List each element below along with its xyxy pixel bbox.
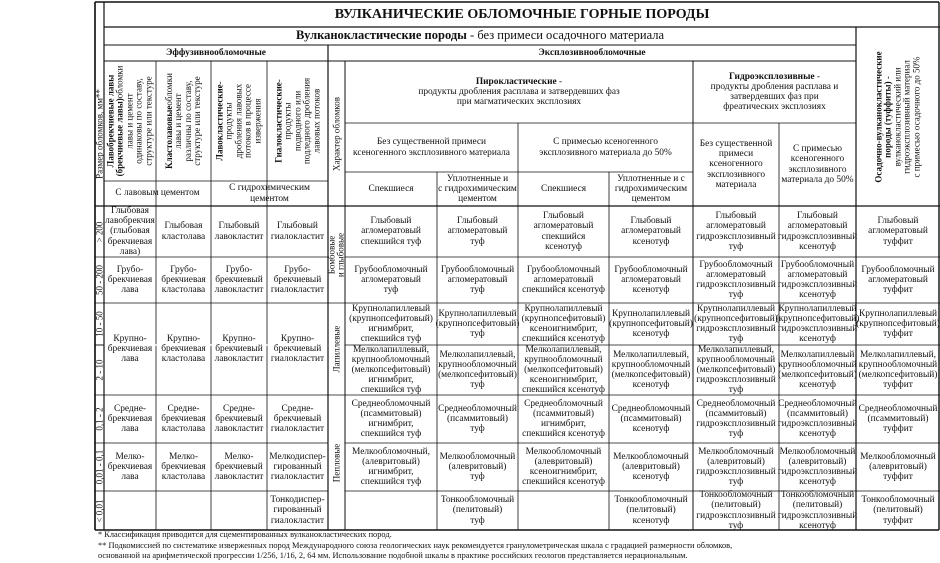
hydro-tuff-row-2: Грубообломочный агломератовый гидроэксплозивный туф [696, 259, 776, 301]
effusive-c4-row-1: Глыбовый гиалокластит [270, 221, 325, 242]
size-label-4 [95, 345, 104, 395]
effusive-c1-row-1: Глыбовая лавобрекчия (глыбовая брекчиевая лава) [105, 206, 155, 257]
xenotuff-row-5: Среднеобломочный (псаммитовый) ксенотуф [611, 403, 691, 435]
welded-xenotuff-row-1: Глыбовый агломератовый спекшийся ксенотуф [533, 211, 594, 252]
sedimentary-header-title: Осадочно-вулканокластические породы (туффиты) [873, 50, 893, 183]
effusive-col-1 [104, 61, 156, 181]
tuff-row-3: Крупнолапиллевый (крупнопсефитовый) туф [435, 308, 520, 340]
effusive-col-4-title: Гиалокластические [272, 82, 283, 163]
welded-tuff-row-1: Глыбовый агломератовый спекшийся туф [360, 216, 422, 247]
footnote-2: ** Подкомиссией по систематике изверженных пород Международного союза геологических наук рекомендуется гранулометрическая шкала с градацией размерности обломков, [98, 541, 733, 550]
welded-tuff-row-6: Мелкообломочный, (алевритовый) игнимбрит, спекшийся туф [352, 446, 430, 488]
effusive-c3-row-5: Мелко- брекчиевый лавокластит [214, 451, 264, 483]
welded-xenotuff-row-3: Крупнолапиллевый (крупнопсефитовый) ксеноигнимбрит, спекшийся ксенотуф [521, 303, 606, 345]
hydroexplosive-header-title: Гидроэксплозивные [728, 71, 815, 82]
tuff-row-2: Грубообломочный агломератовый туф [440, 264, 515, 296]
volcanoclastic-header-title: Вулканокластические породы [295, 28, 467, 43]
effusive-c1-row-5: Мелко- брекчиевая лава [107, 451, 153, 483]
size-label-1-text: > 200 [93, 221, 104, 242]
fragment-header-text: Характер обломков [330, 96, 341, 171]
sedimentary-header-text: - вулканокластический или гидроэксплозивный материал с примесью осадочного до 50% [882, 56, 922, 177]
size-header-text: Размер обломков, мм** [93, 88, 104, 179]
tuffite-row-3: Крупнолапиллевый (крупнопсефитовый) туффит [856, 308, 940, 340]
hydro-xenotuff-row-3: Крупнолапиллевый (крупнопсефитовый) гидроэксплозивный ксенотуф [775, 303, 860, 345]
effusive-c4-row-2: Грубо- брекчиевый гиалокластит [270, 264, 325, 296]
pyro-subheader-1: Спекшиеся [368, 183, 414, 194]
size-label-6-text: 0,01 - 0,1 [93, 449, 104, 485]
tuffite-row-7: Тонкообломочный (пелитовый) туффит [861, 495, 935, 526]
pyro-no-xeno-header: Без существенной примеси ксеногенного эксплозивного материала [353, 137, 510, 158]
effusive-c3-row-1: Глыбовый лавокластит [214, 221, 264, 242]
hydro-tuff-row-6: Мелкообломочный (алевритовый) гидроэксплозивный туф [696, 446, 776, 488]
effusive-c3-row-3: Крупно- брекчиевый лавокластит [214, 333, 264, 365]
tuffite-row-5: Среднеобломочный (псаммитовый) туффит [858, 403, 938, 435]
effusive-c4-row-5: Мелкодиспер- гированный гиалокластит [269, 451, 326, 483]
hydro-xenotuff-row-7: Тонкообломочный (пелитовый) гидроэксплозивный ксенотуф [777, 490, 858, 531]
effusive-col-2 [156, 61, 211, 181]
sedimentary-header [856, 27, 940, 206]
effusive-col-3-title: Лавокластические [214, 84, 225, 161]
pyro-subheader-3: Спекшиеся [540, 183, 587, 194]
pyro-xeno-header: С примесью ксеногенного эксплозивного материала до 50% [539, 137, 672, 158]
size-label-1 [95, 206, 104, 257]
tuff-row-6: Мелкообломочный (алевритовый) туф [439, 451, 516, 483]
fragment-lapilli [328, 303, 345, 395]
tuff-row-4: Мелколапиллевый, крупнообломочный (мелкопсефитовый) туф [438, 349, 517, 391]
size-label-3 [95, 303, 104, 345]
welded-tuff-row-2: Грубообломочный агломератовый туф [354, 264, 428, 296]
fragment-bomb-text: Бомбовые и глыбовые [326, 232, 346, 277]
hydro-xeno-header: С примесью ксеногенного эксплозивного материала до 50% [781, 144, 854, 185]
pyro-subheader-2: Уплотненные и с гидрохимическим цементом [438, 173, 517, 205]
hydro-cement-header: С гидрохимическим цементом [229, 183, 310, 204]
volcanoclastic-header [104, 27, 856, 45]
tuff-row-5: Среднеобломочный (псаммитовый) туф [438, 403, 517, 435]
tuff-row-1: Глыбовый агломератовый туф [447, 216, 508, 247]
xenotuff-row-1: Глыбовый агломератовый ксенотуф [621, 216, 681, 247]
size-label-5 [95, 395, 104, 443]
welded-xenotuff-row-5: Среднеобломочный (псаммитовый) игнимбрит, спекшийся ксенотуф [522, 398, 605, 440]
hydro-tuff-row-3: Крупнолапиллевый (крупнопсефитовый) гидроэксплозивный туф [694, 303, 778, 345]
effusive-c1-row-3: Крупно- брекчиевая лава [107, 333, 153, 365]
size-label-2-text: 50 - 200 [93, 265, 104, 295]
xenotuff-row-4: Мелколапиллевый, крупнообломочный (мелкопсефитовый) ксенотуф [611, 349, 691, 391]
xenotuff-row-6: Мелкообломочный (алевритовый) ксенотуф [613, 451, 689, 483]
welded-tuff-row-3: Крупнолапиллевый (крупнопсефитовый) игнимбрит, спекшийся туф [349, 303, 433, 345]
size-label-7 [95, 491, 104, 530]
volcanoclastic-header-text: - без примеси осадочного материала [466, 28, 665, 43]
welded-xenotuff-row-4: Мелколапиллевый, крупнообломочный (мелкопсефитовый) ксеноигнимбрит, спекшийся ксенотуф [522, 344, 605, 396]
effusive-col-4 [267, 61, 328, 181]
hydro-tuff-row-1: Глыбовый агломератовый гидроэксплозивный туф [696, 211, 776, 252]
pyroclastic-header-title: Пирокластические [475, 76, 557, 87]
size-label-4-text: 2 - 10 [93, 359, 104, 381]
fragment-ash-text: Пепловые [330, 443, 341, 482]
effusive-c4-row-6: Тонкодиспер- гированный гиалокластит [270, 495, 325, 526]
effusive-c3-row-2: Грубо- брекчиевый лавокластит [214, 264, 264, 296]
size-label-5-text: 0,1 - 2 [93, 407, 104, 431]
effusive-col-2-title: Кластолавовые [163, 105, 174, 169]
hydro-tuff-row-7: Тонкообломочный (пелитовый) гидроэксплозивный туф [696, 490, 776, 531]
fragment-lapilli-text: Лапиллевые [330, 325, 341, 373]
size-label-7-text: < 0,01 [93, 498, 104, 523]
page-title: ВУЛКАНИЧЕСКИЕ ОБЛОМОЧНЫЕ ГОРНЫЕ ПОРОДЫ [334, 7, 710, 23]
fragment-ash [328, 395, 345, 530]
pyroclastic-header-text: - продукты дробления расплава и затвердевших фаз при магматических эксплозиях [418, 76, 620, 108]
welded-tuff-row-4: Мелколапиллевый, крупнообломочный (мелкопсефитовый) игнимбрит, спекшийся туф [351, 344, 431, 396]
welded-tuff-row-5: Среднеобломочный (псаммитовый) игнимбрит, спекшийся туф [351, 398, 431, 440]
welded-xenotuff-row-2: Грубообломочный агломератовый спекшийся ксенотуф [522, 264, 605, 296]
hydro-xenotuff-row-1: Глыбовый агломератовый гидроэксплозивный ксенотуф [777, 211, 858, 252]
hydro-no-xeno-header: Без существенной примеси ксеногенного эксплозивного материала [699, 139, 773, 190]
effusive-c2-row-5: Мелко- брекчиевая кластолава [161, 451, 206, 483]
tuffite-row-1: Глыбовый агломератовый туффит [868, 216, 928, 247]
effusive-c3-row-4: Средне- брекчиевый лавокластит [214, 403, 264, 435]
footnote-3: основанной на арифметической прогрессии 1/256, 1/16, 2, 64 мм. Использование подобной шкалы в практике российских геологов представляется нерациональным. [98, 551, 688, 560]
effusive-c1-row-4: Средне- брекчиевая лава [107, 403, 153, 435]
effusive-header: Эффузивнообломочные [166, 47, 266, 58]
tuffite-row-4: Мелколапиллевый, крупнообломочный (мелкопсефитовый) туффит [858, 349, 938, 391]
hydro-xenotuff-row-5: Среднеобломочный (псаммитовый) гидроэксплозивный ксенотуф [777, 398, 858, 440]
effusive-c2-row-4: Средне- брекчиевая кластолава [161, 403, 206, 435]
tuffite-row-2: Грубообломочный агломератовый туффит [861, 264, 935, 296]
pyro-subheader-4: Уплотненные и с гидрохимическим цементом [614, 173, 688, 205]
lava-cement-header: С лавовым цементом [115, 188, 200, 199]
xenotuff-row-7: Тонкообломочный (пелитовый) ксенотуф [614, 495, 688, 526]
welded-xenotuff-row-6: Мелкообломочный (алевритовый) ксеноигнимбрит, спекшийся ксенотуф [522, 446, 605, 488]
effusive-col-3-text: - продукты дробления лавовых потоков в процессе извержения [214, 81, 263, 159]
xenotuff-row-3: Крупнолапиллевый (крупнопсефитовый) ксенотуф [609, 308, 693, 340]
fragment-header [328, 61, 345, 206]
effusive-c2-row-1: Глыбовая кластолава [161, 221, 206, 242]
tuff-row-7: Тонкообломочный (пелитовый) туф [440, 495, 515, 526]
explosive-header: Эксплозивнообломочные [538, 47, 646, 58]
size-label-3-text: 10 - 50 [93, 311, 104, 337]
effusive-col-1-title: Лавобрекчиевые лавы (брекчиевые лавы) [105, 74, 125, 177]
effusive-c4-row-3: Крупно- брекчиевый гиалокластит [270, 333, 325, 365]
xenotuff-row-2: Грубообломочный агломератовый ксенотуф [614, 264, 688, 296]
pyroclastic-header [345, 61, 693, 123]
hydro-xenotuff-row-6: Мелкообломочный (алевритовый) гидроэксплозивный ксенотуф [777, 446, 858, 488]
effusive-c4-row-4: Средне- брекчиевый гиалокластит [270, 403, 325, 435]
hydro-tuff-row-5: Среднеобломочный (псаммитовый) гидроэксплозивный туф [696, 398, 776, 440]
hydroexplosive-header-text: - продукты дробления расплава и затвердевших фаз при фреатических эксплозиях [710, 71, 839, 113]
size-label-6 [95, 443, 104, 491]
effusive-col-1-text: обломки лавы и цемент одинаковы по составу, структуре или текстуре [114, 65, 154, 166]
hydro-xenotuff-row-2: Грубообломочный агломератовый гидроэксплозивный ксенотуф [777, 259, 858, 301]
effusive-c1-row-2: Грубо- брекчиевая лава [107, 264, 153, 296]
effusive-col-2-text: обломки лавы и цемент различны по составу, структуре или текстуре [163, 73, 202, 166]
effusive-c2-row-2: Грубо- брекчиевая кластолава [161, 264, 206, 296]
size-label-2 [95, 257, 104, 303]
size-header [95, 61, 104, 206]
tuffite-row-6: Мелкообломочный (алевритовый) туффит [860, 451, 936, 483]
hydroexplosive-header [693, 61, 856, 123]
hydro-tuff-row-4: Мелколапиллевый, крупнообломочный (мелкопсефитовый) гидроэксплозивный туф [696, 344, 776, 396]
effusive-col-4-text: - продукты подводного или подледного дробления лавовых потоков [272, 77, 321, 165]
fragment-bomb [328, 206, 345, 303]
hydro-xenotuff-row-4: Мелколапиллевый крупнообломочный (мелкопсефитовый) ксенотуф [778, 349, 857, 391]
effusive-c2-row-3: Крупно- брекчиевая кластолава [161, 333, 206, 365]
footnote-1: * Классификация приводится для сцементированных вулканокластических пород. [98, 530, 392, 539]
effusive-col-3 [211, 61, 267, 181]
